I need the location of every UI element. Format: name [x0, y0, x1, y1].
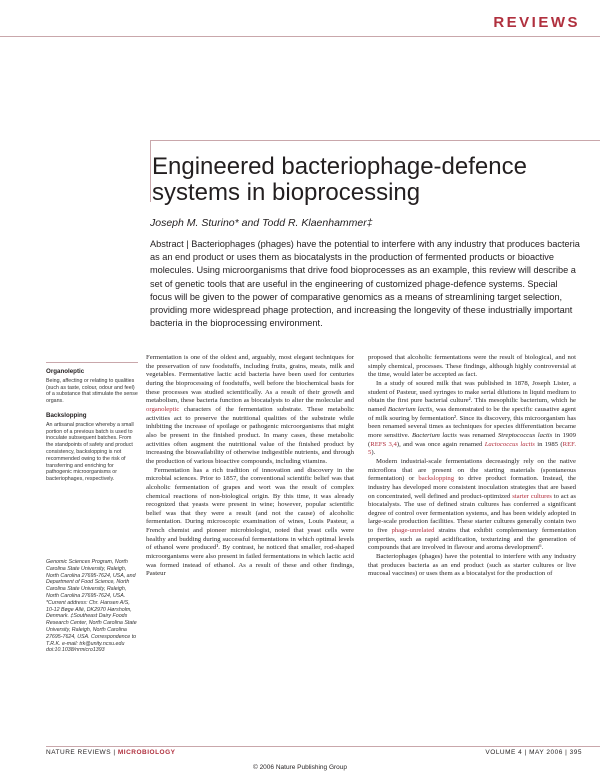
- reference-link[interactable]: REFS 3,4: [370, 440, 397, 448]
- abstract: Abstract | Bacteriophages (phages) have the potential to interfere with any industry that produces bacteria as an end product or uses them as biocatalysts in the production of fermented products or bioactive molecules. Using microorganisms that drive food bioprocesses as an example, this review will describe a set of genetic tools that are useful in the engineering of customized phage-defence systems. Special focus will be given to the power of comparative genomics as a means of streamlining target selection, providing more widespread phage protection, and increasing the longevity of these industrially important bacteria in the bioprocessing environment.: [150, 239, 580, 329]
- glossary-link-lactococcus[interactable]: Lactococcus lactis: [484, 440, 535, 448]
- glossary-link-backslopping[interactable]: backslopping: [418, 475, 455, 483]
- sidebar-glossary: [46, 362, 138, 654]
- body-paragraph: Modern industrial-scale fermentations decreasingly rely on the native microflora that are present on the starting materials (spontaneous fermentation) or backslopping to drive product formation. Instead, the industry has developed more consistent inoculation strategies that are based on concentrated, well defined and product-optimized starter cultures to act as biocatalysts. The use of defined strain cultures has conferred a significant degree of control over fermentation systems, and has been widely adopted in large-scale production facilities. These starter cultures generally contain two to five phage-unrelated strains that exhibit complementary fermentation properties, such as rapid acidification, texturizing and the generation of compounds that are involved in flavour and aroma development⁶.: [368, 457, 576, 552]
- glossary-link-starter-cultures[interactable]: starter cultures: [512, 492, 552, 500]
- title-rule-left: [150, 140, 151, 202]
- body-paragraph: Fermentation has a rich tradition of innovation and discovery in the microbial sciences. Prior to 1857, the conventional scientific belief was that alcoholic fermentation of grapes and wort was the result of complex chemical reactions of non-biological origin. By this time, it was already recognized that yeasts were present in wine; however, popular scientific belief was that they were a result (and not the cause) of alcoholic fermentation. During microscopic examination of wines, Louis Pasteur, a French chemist and pioneer microbiologist, noted that yeast cells were healthy and budding during successful fermentations in which optimal levels of ethanol were produced¹. By contrast, he noticed that smaller, rod-shaped microorganisms were also present in failed fermentations in which lactic acid was formed instead of ethanol. As a result of these and other findings, Pasteur: [146, 466, 354, 578]
- copyright: © 2006 Nature Publishing Group: [252, 764, 348, 771]
- author-affiliation: Genomic Sciences Program, North Carolina State University, Raleigh, North Carolina 27695-7624, USA, and Department of Food Science, North Carolina State University, Raleigh, North Carolina 27695-7624, USA. *Current address: Chr. Hansen A/S, 10-12 Bøge Allé, DK2970 Hørsholm, Denmark. ‡Southeast Dairy Foods Research Center, North Carolina State University, Raleigh, North Carolina 27695-7624, USA. Correspondence to T.R.K. e-mail: trk@unity.ncsu.edu doi:10.1038/nrmicro1393: [46, 558, 137, 654]
- title-rule-top: [150, 140, 600, 141]
- header-rule: [0, 36, 600, 37]
- glossary-link-organoleptic[interactable]: organoleptic: [146, 405, 180, 413]
- glossary-term-definition: Being, affecting or relating to qualities (such as taste, colour, odour and feel) of a substance that stimulate the sense organs.: [46, 377, 138, 405]
- footer-rule: [46, 746, 600, 747]
- article-title: Engineered bacteriophage-defence systems in bioprocessing: [152, 153, 527, 206]
- reference-link[interactable]: REF. 5: [368, 440, 577, 457]
- glossary-term-definition: An artisanal practice whereby a small portion of a previous batch is used to inoculate subsequent batches. From the standpoints of safety and product consistency, backslopping is not recommended owing to the risk of transferring and enriching for pathogenic microorganisms or bacteriophages, respectively.: [46, 421, 134, 483]
- sidebar-rule: [46, 362, 138, 363]
- body-column-2: [368, 354, 576, 579]
- glossary-term-heading: Organoleptic: [46, 368, 85, 375]
- body-paragraph: proposed that alcoholic fermentations were the result of biological, and not simply chemical, processes. These findings, although highly controversial at the time, would later be accepted as fact.: [368, 354, 576, 379]
- authors: Joseph M. Sturino* and Todd R. Klaenhammer‡: [150, 217, 373, 229]
- issue-info: VOLUME 4 | MAY 2006 | 395: [485, 749, 582, 756]
- body-paragraph: In a study of soured milk that was published in 1878, Joseph Lister, a student of Pasteur, used syringes to make serial dilutions in liquid medium to obtain the first pure bacterial culture². This mesophilic bacterium, which he named Bacterium lactis, was demonstrated to be the specific causative agent of milk souring by fermentation². Since its discovery, this microorganism has been renamed several times as techniques for species differentiation became more sensitive. Bacterium lactis was renamed Streptococcus lactis in 1909 (REFS 3,4), and was once again renamed Lactococcus lactis in 1985 (REF. 5).: [368, 379, 577, 457]
- journal-name: NATURE REVIEWS | MICROBIOLOGY: [46, 749, 176, 756]
- body-column-1: [146, 354, 354, 579]
- glossary-term-heading: Backslopping: [46, 411, 87, 419]
- glossary-link-phage-unrelated[interactable]: phage-unrelated: [391, 527, 435, 535]
- section-tag: REVIEWS: [493, 14, 580, 31]
- body-paragraph: Fermentation is one of the oldest and, arguably, most elegant techniques for the preservation of raw foodstuffs, including fruits, grains, meats, milk and vegetables. Fermentative lactic acid bacteria have been used for centuries during the bioprocessing of foodstuffs, well before the biochemical basis for these processes was studied scientifically. As a result of their growth and metabolism, these bacteria function as biocatalysts to alter the molecular and organoleptic characters of the fermentation substrate. These metabolic activities act to preserve the nutritional qualities of the substrate while inhibiting the increase of spoilage or pathogenic microorganisms that might also be present in the finished product. In many cases, these metabolic activities often augment the nutritional value of the finished product by increasing the bioavailability of otherwise indigestible nutrients, and through the production of various bioactive compounds, including vitamins.: [146, 354, 354, 465]
- body-paragraph: Bacteriophages (phages) have the potential to interfere with any industry that produces bacteria as an end product (such as starter cultures or live mucosal vaccines) or uses them as a biocatalyst for the production of: [368, 553, 576, 578]
